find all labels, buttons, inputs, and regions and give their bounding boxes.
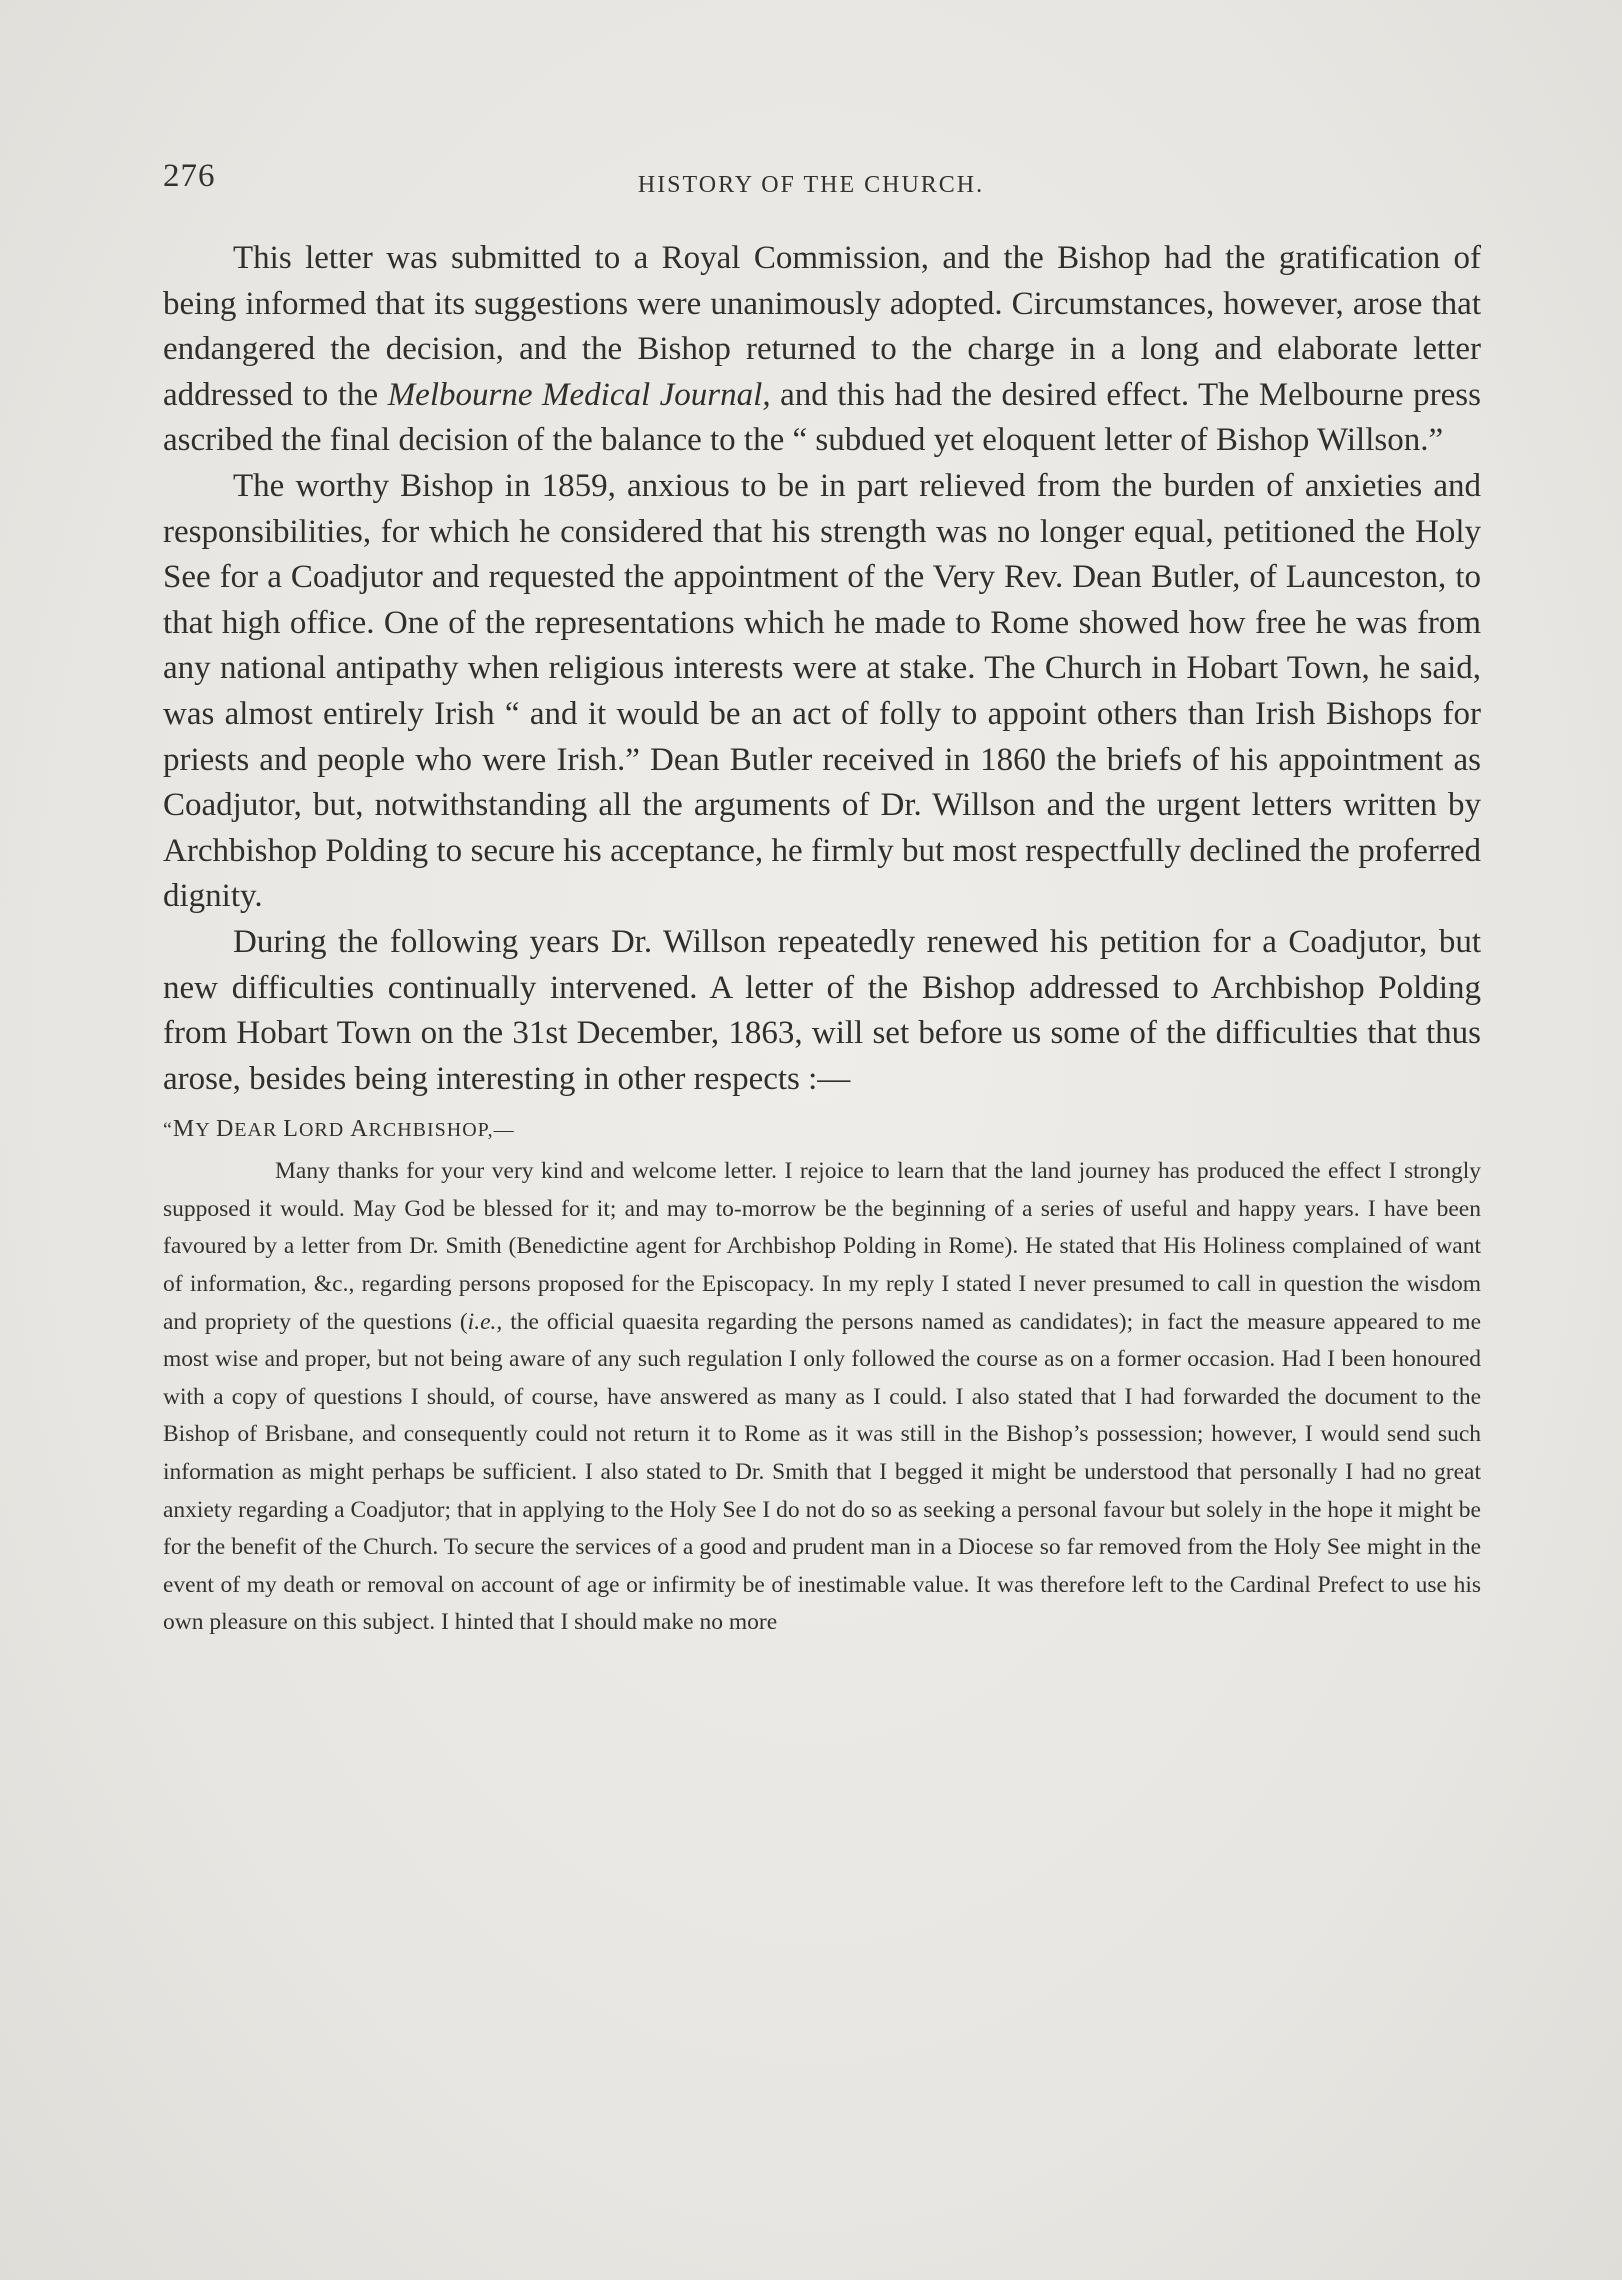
main-text [163,236,1481,1642]
salutation-rest: ORD [298,1119,345,1142]
letter-salutation [163,1116,1481,1143]
paragraph-following-years: During the following years Dr. Willson repeatedly renewed his petition for a Coadjutor, but new difficulties continually intervened. A letter of the Bishop addressed to Archbishop Polding from Hobart Town on the 31st December, 1863, will set before us some of the difficulties that thus arose, besides being interesting in other respects :— [163,923,1481,1097]
paragraph-text: and this had the desired effect. The Melbourne press ascribed the final decision of the balance to the “ subdued yet eloquent letter of Bishop Willson.” [163,376,1481,459]
letter-body [163,1153,1481,1642]
salutation-initial: A [350,1116,369,1143]
page-number: 276 [163,158,216,194]
salutation-initial: L [283,1116,299,1143]
letter-text: Many thanks for your very kind and welcome letter. I rejoice to learn that the land journey has produced the effect I strongly supposed it would. May God be blessed for it; and may to-morrow be the beginning of a series of useful and happy years. I have been favoured by a letter from Dr. Smith (Benedictine agent for Archbishop Polding in Rome). He stated that His Holiness complained of want of information, &c., regarding persons proposed for the Episcopacy. In my reply I stated I never presumed to call in question the wisdom and propriety of the questions ( [163,1158,1481,1335]
paragraph-royal-commission [163,236,1481,464]
running-head: HISTORY OF THE CHURCH. [637,172,985,198]
paragraph-text: This letter was submitted to a Royal Commission, and the Bishop had the gratification of being informed that its suggestions were unanimously adopted. Circumstances, however, arose that endangered the decision, and the Bishop returned to the charge in a long and elaborate letter addressed to the [163,240,1481,413]
journal-title: Melbourne Medical Journal, [387,376,771,413]
salutation-rest: EAR [234,1119,278,1142]
paragraph-coadjutor-petition: The worthy Bishop in 1859, anxious to be in part relieved from the burden of anxieties and responsibilities, for which he considered that his strength was no longer equal, petitioned the Holy See for a Coadjutor and requested the appointment of the Very Rev. Dean Butler, of Launceston, to that high office. One of the representations which he made to Rome showed how free he was from any national antipathy when religious interests were at stake. The Church in Hobart Town, he said, was almost entirely Irish “ and it would be an act of folly to appoint others than Irish Bishops for priests and people who were Irish.” Dean Butler received in 1860 the briefs of his appointment as Coadjutor, but, notwithstanding all the arguments of Dr. Willson and the urgent letters written by Archbishop Polding to secure his acceptance, he firmly but most respectfully declined the proferred dignity. [163,467,1481,915]
salutation-initial: D [215,1116,235,1143]
salutation-rest: Y [195,1119,210,1142]
letter-italic: i.e., [467,1308,503,1335]
salutation-initial: M [172,1116,196,1143]
salutation-rest: RCHBISHOP,— [368,1119,515,1142]
salutation-quote: “ [163,1119,173,1142]
letter-text: the official quaesita regarding the persons named as candidates); in fact the measure appeared to me most wise and proper, but not being aware of any such regulation I only followed the course as on a former occasion. Had I been honoured with a copy of questions I should, of course, have answered as many as I could. I also stated that I had forwarded the document to the Bishop of Brisbane, and consequently could not return it to Rome as it was still in the Bishop’s possession; however, I would send such information as might perhaps be sufficient. I also stated to Dr. Smith that I begged it might be understood that personally I had no great anxiety regarding a Coadjutor; that in applying to the Holy See I do not do so as seeking a personal favour but solely in the hope it might be for the benefit of the Church. To secure the services of a good and prudent man in a Diocese so far removed from the Holy See might in the event of my death or removal on account of age or infirmity be of inestimable value. It was therefore left to the Cardinal Prefect to use his own pleasure on this subject. I hinted that I should make no more [163,1308,1482,1636]
